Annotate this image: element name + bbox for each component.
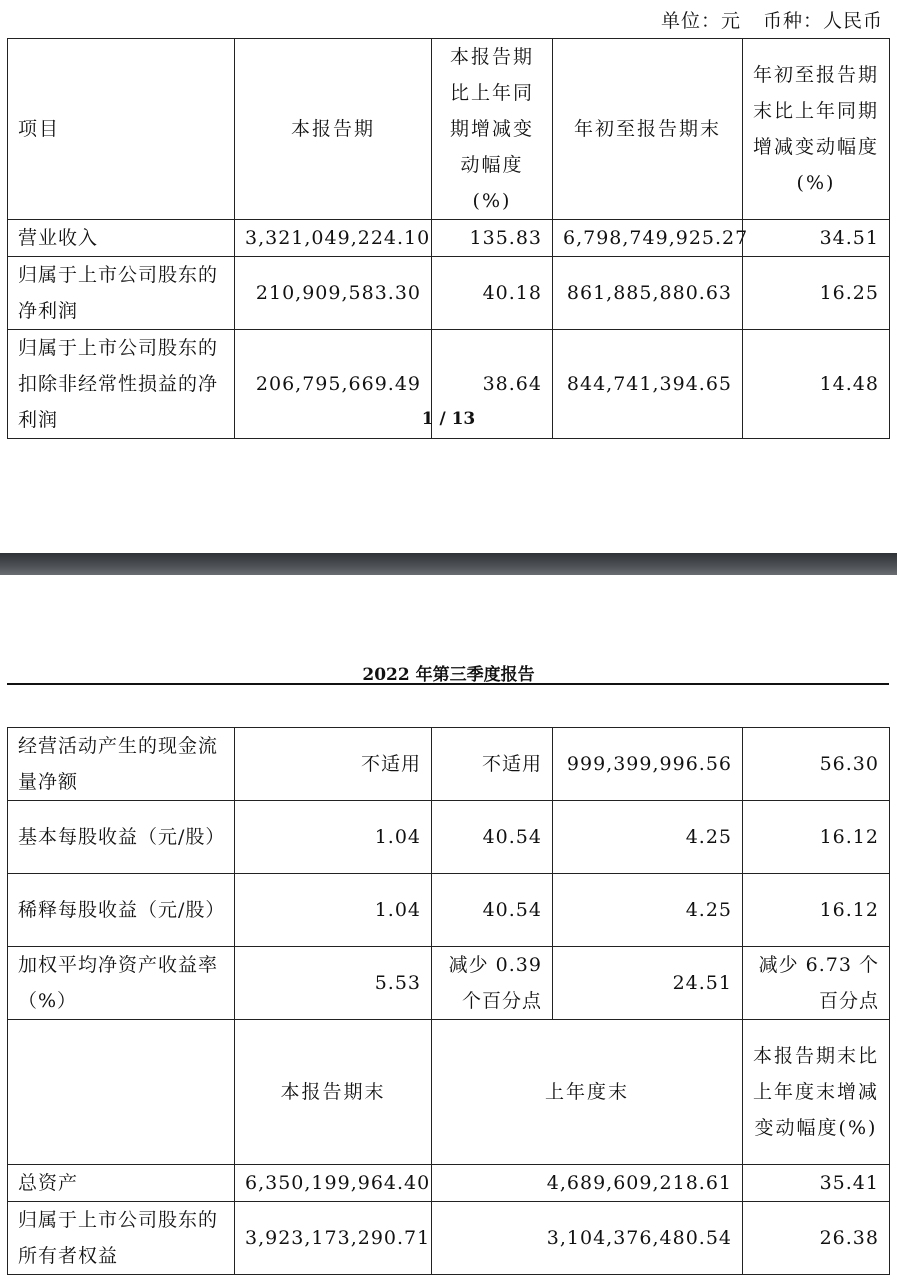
unit-currency-line xyxy=(661,6,883,33)
row-label: 经营活动产生的现金流量净额 xyxy=(8,728,235,801)
cell-value: 减少 0.39 个百分点 xyxy=(432,947,553,1020)
cell-value: 5.53 xyxy=(235,947,432,1020)
cell-value: 210,909,583.30 xyxy=(235,257,432,330)
cell-value: 35.41 xyxy=(743,1165,890,1202)
cell-value: 206,795,669.49 xyxy=(235,330,432,439)
cell-value: 16.12 xyxy=(743,874,890,947)
table-row xyxy=(8,1202,890,1275)
cell-value: 56.30 xyxy=(743,728,890,801)
cell-value: 135.83 xyxy=(432,220,553,257)
table-row xyxy=(8,1165,890,1202)
header-item: 项目 xyxy=(8,39,235,220)
cell-value: 40.54 xyxy=(432,801,553,874)
header-ytd-change: 年初至报告期末比上年同期增减变动幅度(%) xyxy=(743,39,890,220)
cell-value: 1.04 xyxy=(235,874,432,947)
unit-label: 单位：元 xyxy=(660,10,741,32)
cell-value: 38.64 xyxy=(432,330,553,439)
cell-value: 减少 6.73 个百分点 xyxy=(743,947,890,1020)
cell-value: 844,741,394.65 xyxy=(553,330,743,439)
table-row xyxy=(8,220,890,257)
cell-value: 16.25 xyxy=(743,257,890,330)
cell-value: 6,798,749,925.27 xyxy=(553,220,743,257)
header-period-end: 本报告期末 xyxy=(235,1020,432,1165)
cell-value: 3,321,049,224.10 xyxy=(235,220,432,257)
row-label: 归属于上市公司股东的所有者权益 xyxy=(8,1202,235,1275)
table-row xyxy=(8,801,890,874)
header-prior-year-end: 上年度末 xyxy=(432,1020,743,1165)
cell-value: 1.04 xyxy=(235,801,432,874)
header-ytd: 年初至报告期末 xyxy=(553,39,743,220)
page-number: 1 / 13 xyxy=(421,409,476,429)
header-balance-change: 本报告期末比上年度末增减变动幅度(%) xyxy=(743,1020,890,1165)
header-current-change: 本报告期比上年同期增减变动幅度(%) xyxy=(432,39,553,220)
cell-value: 16.12 xyxy=(743,801,890,874)
cell-value: 40.54 xyxy=(432,874,553,947)
table-row xyxy=(8,728,890,801)
table-row xyxy=(8,874,890,947)
row-label: 稀释每股收益（元/股） xyxy=(8,874,235,947)
financial-table-bottom xyxy=(7,727,890,1275)
table-header-row xyxy=(8,39,890,220)
cell-value: 40.18 xyxy=(432,257,553,330)
table-row xyxy=(8,947,890,1020)
cell-value: 3,923,173,290.71 xyxy=(235,1202,432,1275)
cell-value: 26.38 xyxy=(743,1202,890,1275)
balance-header-row xyxy=(8,1020,890,1165)
cell-value: 14.48 xyxy=(743,330,890,439)
row-label: 基本每股收益（元/股） xyxy=(8,801,235,874)
row-label: 归属于上市公司股东的扣除非经常性损益的净利润 xyxy=(8,330,235,439)
cell-value: 24.51 xyxy=(553,947,743,1020)
currency-label: 币种：人民币 xyxy=(762,10,883,32)
cell-value: 861,885,880.63 xyxy=(553,257,743,330)
financial-table-top xyxy=(7,38,890,439)
cell-value: 不适用 xyxy=(235,728,432,801)
title-divider xyxy=(7,683,889,685)
cell-value: 4.25 xyxy=(553,874,743,947)
blank-cell xyxy=(8,1020,235,1165)
header-current-period: 本报告期 xyxy=(235,39,432,220)
cell-value: 4,689,609,218.61 xyxy=(432,1165,743,1202)
table-row xyxy=(8,257,890,330)
row-label: 总资产 xyxy=(8,1165,235,1202)
cell-value: 34.51 xyxy=(743,220,890,257)
row-label: 归属于上市公司股东的净利润 xyxy=(8,257,235,330)
report-title: 2022 年第三季度报告 xyxy=(362,665,535,685)
cell-value: 6,350,199,964.40 xyxy=(235,1165,432,1202)
cell-value: 不适用 xyxy=(432,728,553,801)
page-separator xyxy=(0,553,897,575)
cell-value: 999,399,996.56 xyxy=(553,728,743,801)
cell-value: 4.25 xyxy=(553,801,743,874)
cell-value: 3,104,376,480.54 xyxy=(432,1202,743,1275)
row-label: 营业收入 xyxy=(8,220,235,257)
row-label: 加权平均净资产收益率（%） xyxy=(8,947,235,1020)
